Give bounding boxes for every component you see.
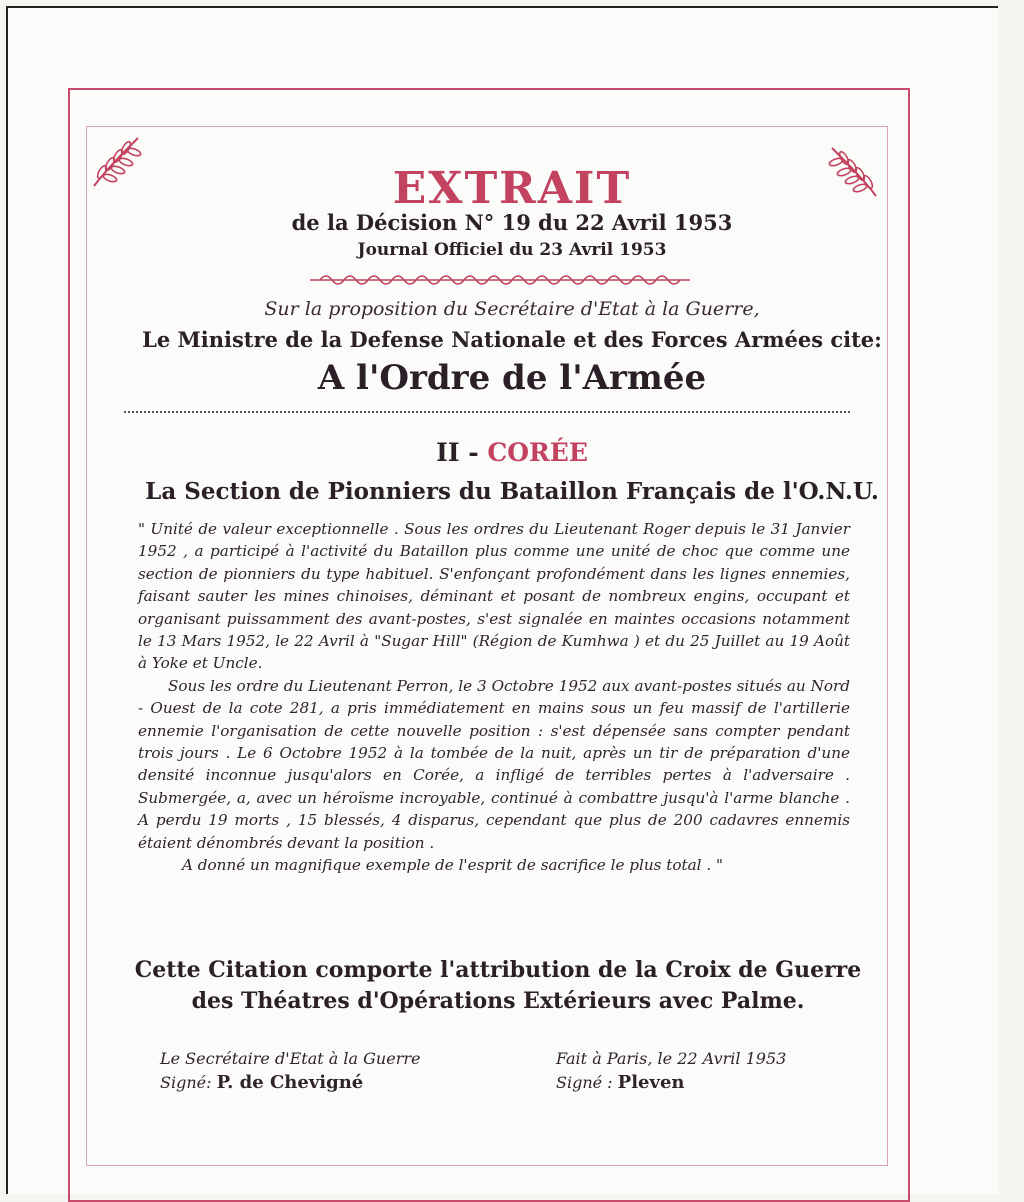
signatory-name: P. de Chevigné xyxy=(216,1072,364,1093)
minister-line: Le Ministre de la Defense Nationale et des Forces Armées cite: xyxy=(142,327,882,352)
place-date: Fait à Paris, le 22 Avril 1953 xyxy=(556,1049,787,1068)
section-name: CORÉE xyxy=(487,438,588,467)
document-title: EXTRAIT xyxy=(392,163,632,214)
signature-left xyxy=(160,1047,520,1095)
section-number: II - xyxy=(436,438,479,467)
ornament-divider-icon xyxy=(300,268,700,292)
unit-line: La Section de Pionniers du Bataillon Français de l'O.N.U. xyxy=(145,478,879,505)
paragraph-2: Sous les ordre du Lieutenant Perron, le 3 Octobre 1952 aux avant-postes situés au Nord - Ouest de la cote 281, a pris immédiatement en mains sous un feu massif de l'artillerie ennemie l'organisation de cette nouvelle position : s'est dépensée sans compter pendant trois jours . Le 6 Octobre 1952 à la tombée de la nuit, après un tir de préparation d'une densité inconnue jusqu'alors en Corée, a infligé de terribles pertes à l'adversaire . Submergée, a, avec un héroïsme incroyable, continué à combattre jusqu'à l'arme blanche . A perdu 19 morts , 15 blessés, 4 disparus, cependant que plus de 200 cadavres ennemis étaient dénombrés devant la position . xyxy=(138,676,850,852)
signature-right xyxy=(556,1047,856,1095)
citation-award: Cette Citation comporte l'attribution de la Croix de Guerre des Théatres d'Opérations Extérieurs avec Palme. xyxy=(134,957,862,1014)
journal-line: Journal Officiel du 23 Avril 1953 xyxy=(357,240,667,260)
signed-line-right xyxy=(556,1071,856,1095)
citation-body xyxy=(138,518,850,877)
signed-label: Signé: xyxy=(160,1073,212,1092)
order-line: A l'Ordre de l'Armée xyxy=(317,358,707,398)
signatory-name: Pleven xyxy=(617,1072,685,1093)
dotted-separator xyxy=(124,411,850,413)
section-heading xyxy=(0,438,1024,467)
paragraph-1: " Unité de valeur exceptionnelle . Sous les ordres du Lieutenant Roger depuis le 31 Janvier 1952 , a participé à l'activité du Bataillon plus comme une unité de choc que comme une section de pionniers du type habituel. S'enfonçant profondément dans les lignes ennemies, faisant sauter les mines chinoises, déminant et posant de nombreux engins, occupant et organisant puissamment des avant-postes, s'est signalée en maintes occasions notamment le 13 Mars 1952, le 22 Avril à "Sugar Hill" (Région de Kumhwa ) et du 25 Juillet au 19 Août à Yoke et Uncle. xyxy=(138,520,850,673)
paragraph-3: A donné un magnifique exemple de l'esprit de sacrifice le plus total . " xyxy=(182,856,724,875)
decision-line: de la Décision N° 19 du 22 Avril 1953 xyxy=(291,210,733,235)
signed-label: Signé : xyxy=(556,1073,613,1092)
signatory-title: Le Secrétaire d'Etat à la Guerre xyxy=(160,1049,421,1068)
proposal-line: Sur la proposition du Secrétaire d'Etat à la Guerre, xyxy=(264,298,760,320)
signed-line-left xyxy=(160,1071,520,1095)
